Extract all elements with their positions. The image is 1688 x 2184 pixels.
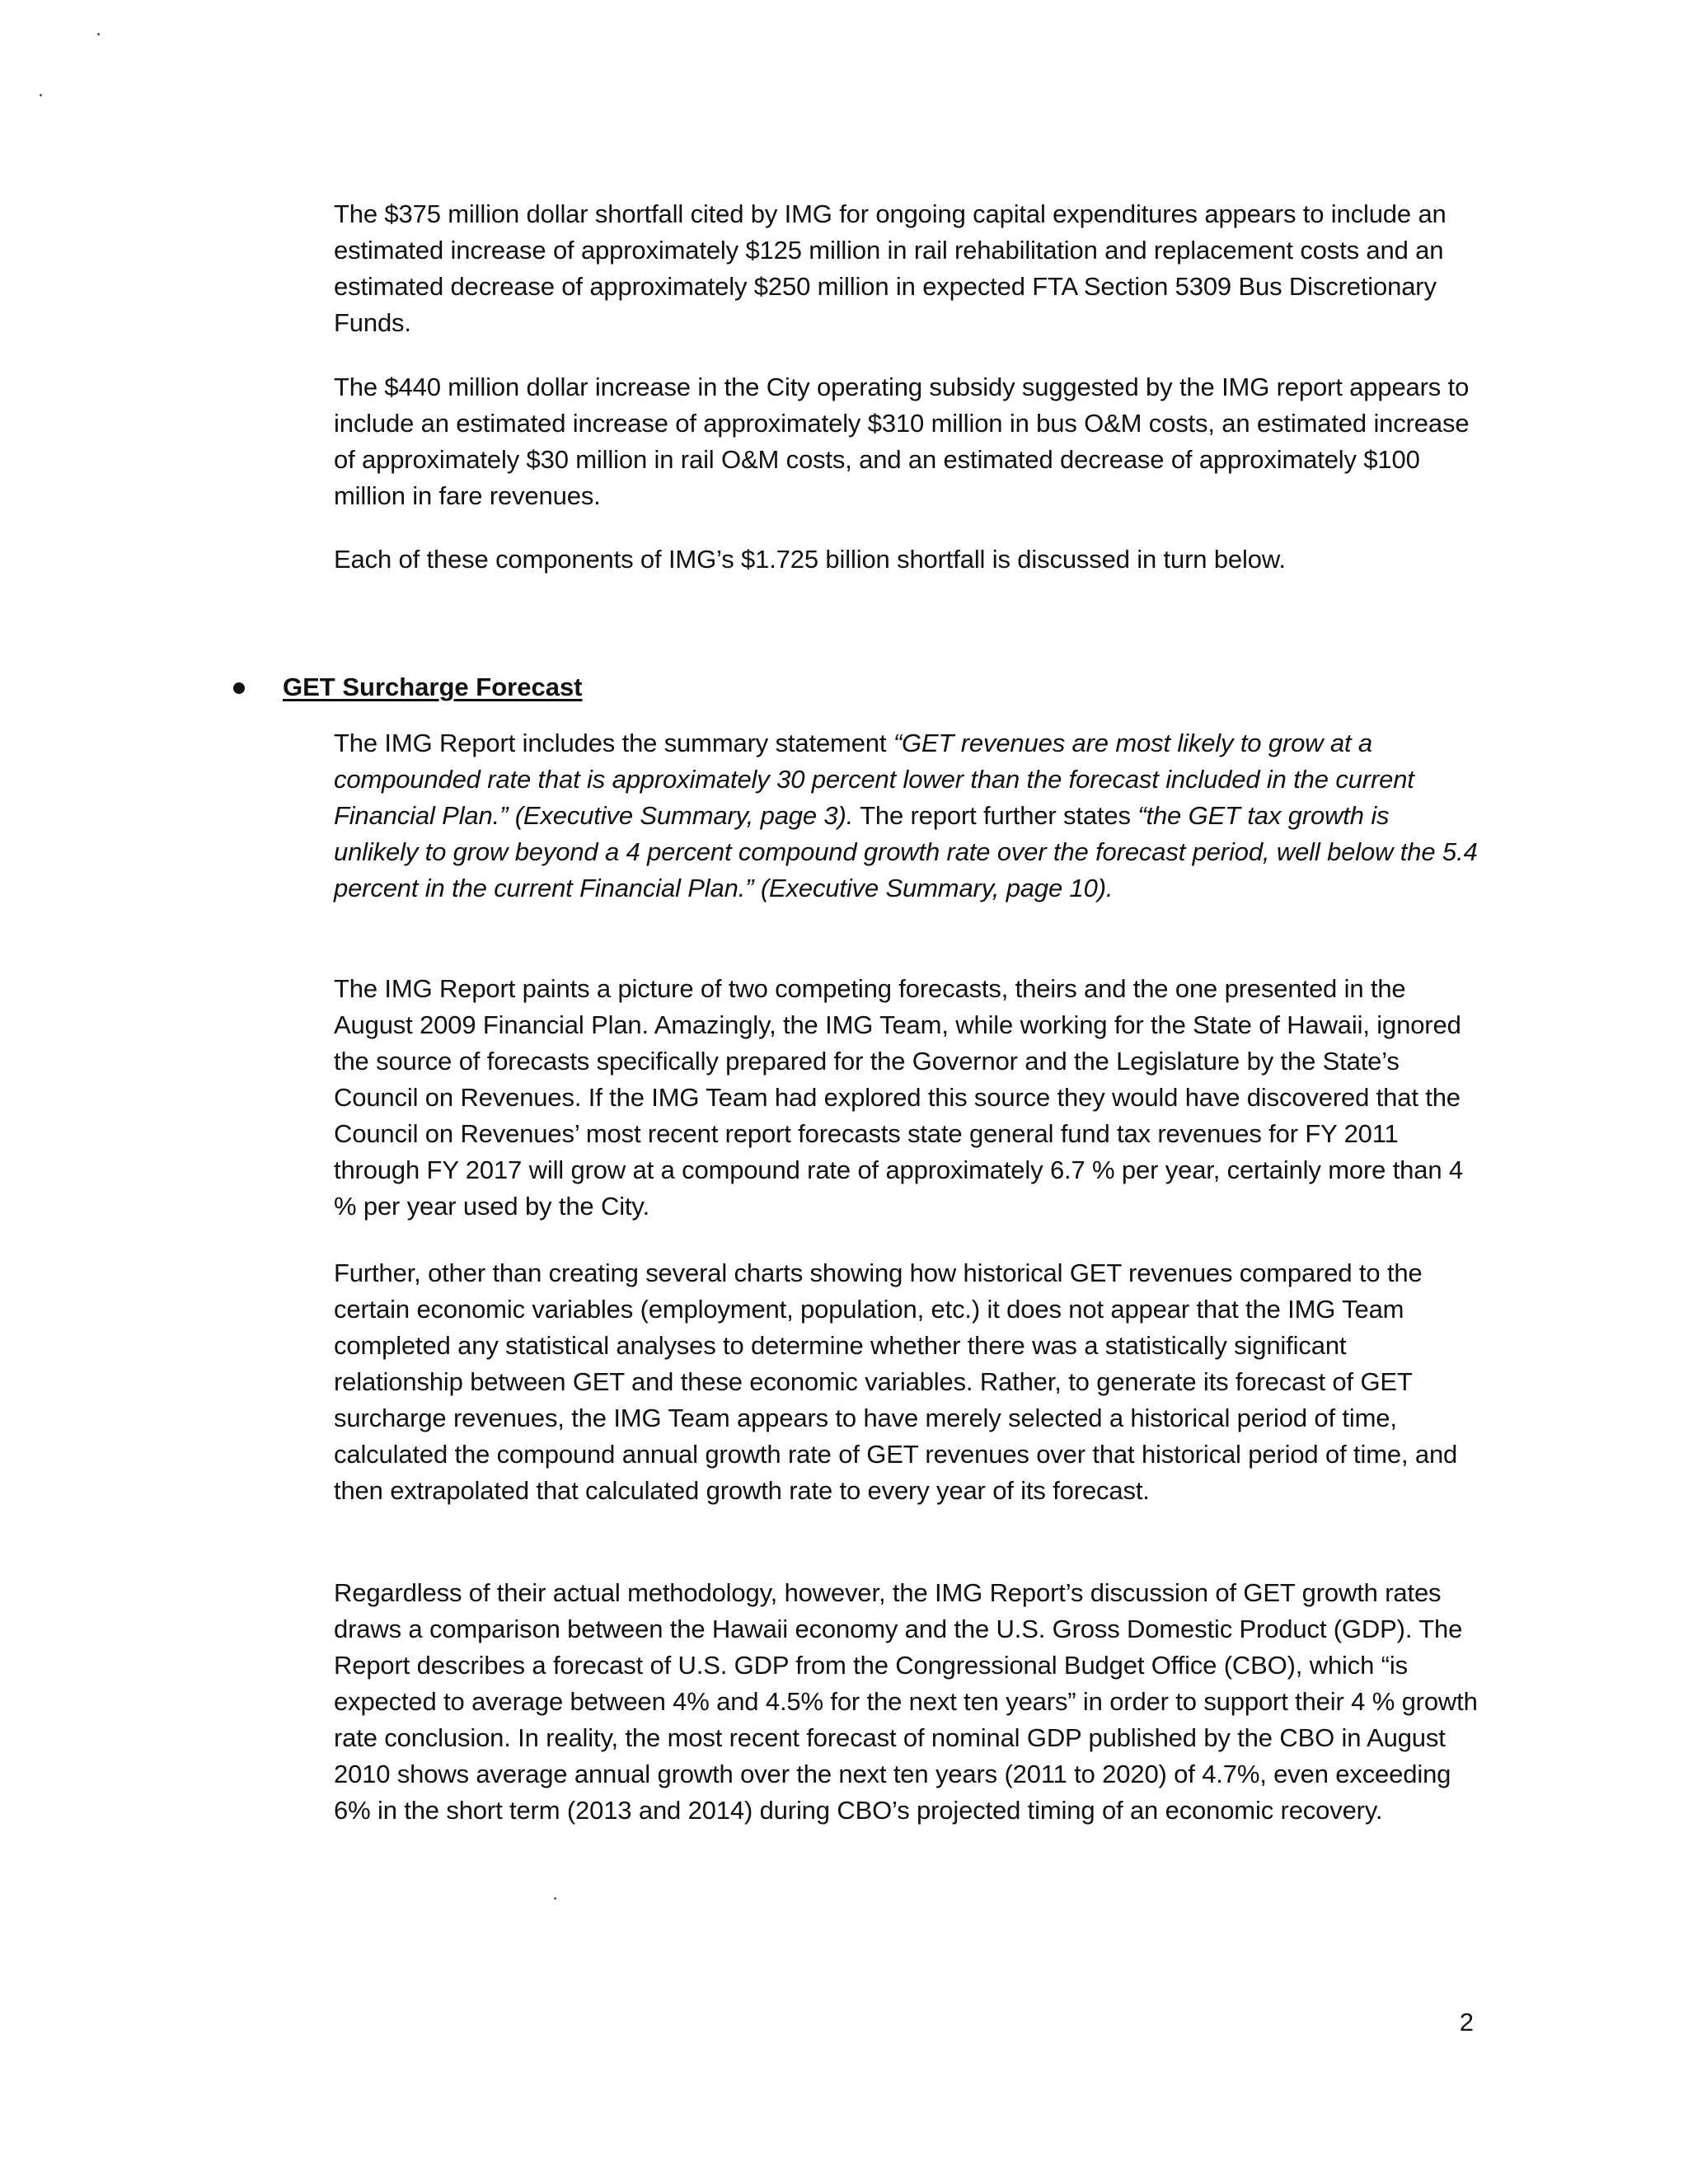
scan-speck — [97, 33, 100, 35]
paragraph-capital-shortfall — [334, 196, 1479, 341]
paragraph-text: Regardless of their actual methodology, however, the IMG Report’s discussion of GET growth rates draws a comparison between the Hawaii economy and the U.S. Gross Domestic Product (GDP). The Report describes a forecast of U.S. GDP from the Congressional Budget Office (CBO), which “is expected to average between 4% and 4.5% for the next ten years” in order to support their 4 % growth rate conclusion. In reality, the most recent forecast of nominal GDP published by the CBO in August 2010 shows average annual growth over the next ten years (2011 to 2020) of 4.7%, even exceeding 6% in the short term (2013 and 2014) during CBO’s projected timing of an economic recovery. — [334, 1578, 1478, 1825]
paragraph-text: Further, other than creating several charts showing how historical GET revenues compared to the certain economic variables (employment, population, etc.) it does not appear that the IMG Team completed any statistical analyses to determine whether there was a statistically significant relationship between GET and these economic variables. Rather, to generate its forecast of GET surcharge revenues, the IMG Team appears to have merely selected a historical period of time, calculated the compound annual growth rate of GET revenues over that historical period of time, and then extrapolated that calculated growth rate to every year of its forecast. — [334, 1258, 1458, 1505]
paragraph-quote: “GET revenues are most likely to grow at a compounded rate that is approximately 30 percent lower than the forecast included in the current Financial Plan.” (Executive Summary, page 3). — [334, 729, 1414, 830]
paragraph-gdp-comparison — [334, 1575, 1479, 1829]
paragraph-text-plain: The IMG Report includes the summary statement — [334, 729, 893, 757]
scan-speck — [554, 1897, 556, 1900]
paragraph-text: The $440 million dollar increase in the City operating subsidy suggested by the IMG report appears to include an estimated increase of approximately $310 million in bus O&M costs, an estimated increase of approximately $30 million in rail O&M costs, and an estimated decrease of approximately $100 million in fare revenues. — [334, 373, 1470, 510]
paragraph-text — [334, 725, 1479, 907]
paragraph-components-summary — [334, 541, 1479, 578]
paragraph-text-plain: The report further states — [853, 801, 1138, 830]
paragraph-competing-forecasts — [334, 971, 1479, 1225]
paragraph-quote: “the GET tax growth is unlikely to grow beyond a 4 percent compound growth rate over the forecast period, well below the 5.4 percent in the current Financial Plan.” (Executive Summary, page 10). — [334, 801, 1478, 902]
section-heading: GET Surcharge Forecast — [283, 673, 583, 701]
scan-speck — [40, 94, 42, 96]
paragraph-statistical-analysis — [334, 1255, 1479, 1509]
paragraph-text: The $375 million dollar shortfall cited by IMG for ongoing capital expenditures appears to include an estimated increase of approximately $125 million in rail rehabilitation and replacement costs and an estimated decrease of approximately $250 million in expected FTA Section 5309 Bus Discretionary Funds. — [334, 199, 1447, 337]
bullet-icon — [233, 682, 245, 694]
page-number: 2 — [1459, 2008, 1474, 2036]
paragraph-text: Each of these components of IMG’s $1.725 billion shortfall is discussed in turn below. — [334, 545, 1286, 574]
paragraph-text: The IMG Report paints a picture of two competing forecasts, theirs and the one presented in the August 2009 Financial Plan. Amazingly, the IMG Team, while working for the State of Hawaii, ignored the source of forecasts specifically prepared for the Governor and the Legislature by the State’s Council on Revenues. If the IMG Team had explored this source they would have discovered that the Council on Revenues’ most recent report forecasts state general fund tax revenues for FY 2011 through FY 2017 will grow at a compound rate of approximately 6.7 % per year, certainly more than 4 % per year used by the City. — [334, 974, 1463, 1221]
paragraph-operating-subsidy — [334, 369, 1479, 514]
paragraph-img-summary-statement — [334, 725, 1479, 907]
